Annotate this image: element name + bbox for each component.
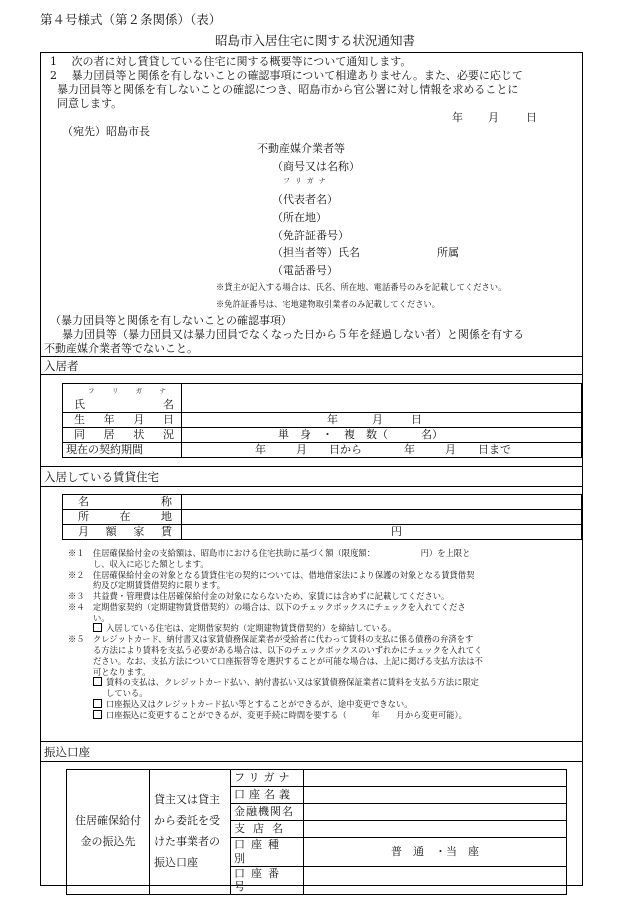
applicant-phone-label: （電話番号）: [272, 264, 338, 277]
divider: [40, 466, 583, 467]
housing-table: 名 称 所 在 地 月 額 家 賃 円: [62, 494, 582, 540]
form-id: 第４号様式（第２条関係）（表）: [40, 12, 222, 27]
applicant-address-label: （所在地）: [272, 211, 327, 224]
bank-type-value[interactable]: 普 通 ・当 座: [304, 838, 567, 867]
applicant-note-1: ※貸主が記入する場合は、氏名、所在地、電話番号のみを記載してください。: [216, 282, 507, 292]
applicant-note-2: ※免許証番号は、宅地建物取引業者のみ記載してください。: [216, 299, 441, 309]
divider: [40, 761, 583, 762]
divider: [40, 741, 583, 742]
bank-number-label: 口座番号: [231, 866, 304, 895]
bank-name-label: 金融機関名: [231, 804, 304, 821]
tenant-household-value[interactable]: 単 身 ・ 複 数（ 名）: [182, 428, 582, 443]
applicant-name-label: （商号又は名称）: [272, 160, 360, 173]
tenant-period-label: 現在の契約期間: [63, 443, 182, 458]
date-day: 日: [526, 111, 537, 124]
payment-limited-checkbox[interactable]: [93, 677, 102, 686]
intro-line-2c: 同意します。: [57, 97, 123, 110]
bank-branch-value[interactable]: [304, 821, 567, 838]
applicant-rep-label: （代表者名）: [272, 193, 338, 206]
applicant-furigana-label: フリガナ: [283, 177, 331, 185]
bank-mid-label: 貸主又は貸主 から委託を受 けた事業者の 振込口座: [150, 770, 231, 895]
confirm-heading: （暴力団員等と関係を有しないことの確認事項）: [50, 314, 292, 327]
bank-number-value[interactable]: [304, 866, 567, 895]
applicant-license-label: （免許証番号）: [272, 229, 349, 242]
intro-line-2: 2 暴力団員等と関係を有しないことの確認事項について相違ありません。また、必要に応じて: [50, 69, 523, 82]
housing-rent-value[interactable]: 円: [182, 525, 582, 540]
no-change-checkbox[interactable]: [93, 699, 102, 708]
applicant-dept-label: 所属: [437, 246, 459, 259]
bank-heading: 振込口座: [44, 745, 90, 759]
bank-left-label: 住居確保給付 金の振込先: [67, 770, 150, 895]
date-month: 月: [488, 111, 499, 124]
fixed-term-checkbox[interactable]: [93, 623, 102, 632]
bank-furigana-value[interactable]: [304, 770, 567, 787]
divider: [40, 374, 583, 375]
housing-address-value[interactable]: [182, 510, 582, 525]
divider: [40, 356, 583, 357]
confirm-text-1: 暴力団員等（暴力団員又は暴力団員でなくなった日から５年を経過しない者）と関係を有する: [62, 328, 524, 341]
addressee: （宛先）昭島市長: [62, 125, 150, 138]
bank-furigana-label: フリガナ: [231, 770, 304, 787]
tenant-furigana-value[interactable]: [182, 384, 582, 399]
applicant-main-label: 不動産媒介業者等: [257, 142, 345, 155]
change-later-checkbox[interactable]: [93, 710, 102, 719]
bank-holder-value[interactable]: [304, 787, 567, 804]
housing-notes: ※１ 住居確保給付金の支給額は、昭島市における住宅扶助に基づく額（限度額： 円）を上限と し、収入に応じた額とします。 ※２ 住居確保給付金の対象となる賃貸住宅の契約については、借地借家法により保護の対象となる賃貸借契 約及び定期賃貸借契約に限ります。 ※３ 共益費・管理費は住居確保給付金の対象にならないため、家賃には含めずに記載してください。 ※４ 定期借家契約（定期建物賃貸借契約）の場合は、以下のチェックボックスにチェックを入れてくださ い。 入居している住宅は、定期借家契約（定期建物賃貸借契約）を締結している。 ※５ クレジットカード、納付書又は家賃債務保証業者が受給者に代わって賃料の支払に係る債務の弁済をす る方法により賃料を支払う必要がある場合は、以下のチェックボックスのいずれかにチェックを入れてく ださい。なお、支払方法について口座振替等を選択することが可能な場合は、上記に掲げる支払方法は不 可となります。 賃料の支払は、クレジットカード払い、納付書払い又は家賃債務保証業者に賃料を支払う方法に限定 している。 口座振込又はクレジットカード払い等とすることができるが、途中変更できない。 口座振込に変更することができるが、変更手続に時間を要する（ 年 月から変更可能）。: [68, 548, 483, 720]
confirm-text-2: 不動産媒介業者等でないこと。: [44, 342, 198, 355]
divider: [40, 486, 583, 487]
intro-line-2b: 暴力団員等と関係を有しないことの確認につき、昭島市から官公署に対し情報を求めることに: [57, 83, 519, 96]
housing-name-value[interactable]: [182, 495, 582, 510]
bank-table: [66, 769, 567, 895]
tenant-period-value[interactable]: 年 月 日から 年 月 日まで: [182, 443, 582, 458]
bank-holder-label: 口座名義: [231, 787, 304, 804]
bank-type-label: 口座種別: [231, 838, 304, 867]
page-title: 昭島市入居住宅に関する状況通知書: [214, 33, 415, 48]
applicant-person-label: （担当者等）氏名: [272, 246, 360, 259]
bank-branch-label: 支店名: [231, 821, 304, 838]
housing-heading: 入居している賃貸住宅: [44, 470, 159, 484]
intro-line-1: 1 次の者に対し賃貸している住宅に関する概要等について通知します。: [50, 55, 412, 68]
tenant-heading: 入居者: [44, 359, 79, 373]
tenant-table: フ リ ガ ナ 氏 名 生 年 月 日 年 月 日 同 居 状 況 単 身 ・ 複 数（ 名） 現在の契約期間 年 月 日から 年 月 日まで: [62, 383, 582, 458]
bank-name-value[interactable]: [304, 804, 567, 821]
date-year: 年: [452, 111, 463, 124]
tenant-birth-value[interactable]: 年 月 日: [182, 413, 582, 428]
tenant-name-value[interactable]: [182, 398, 582, 413]
